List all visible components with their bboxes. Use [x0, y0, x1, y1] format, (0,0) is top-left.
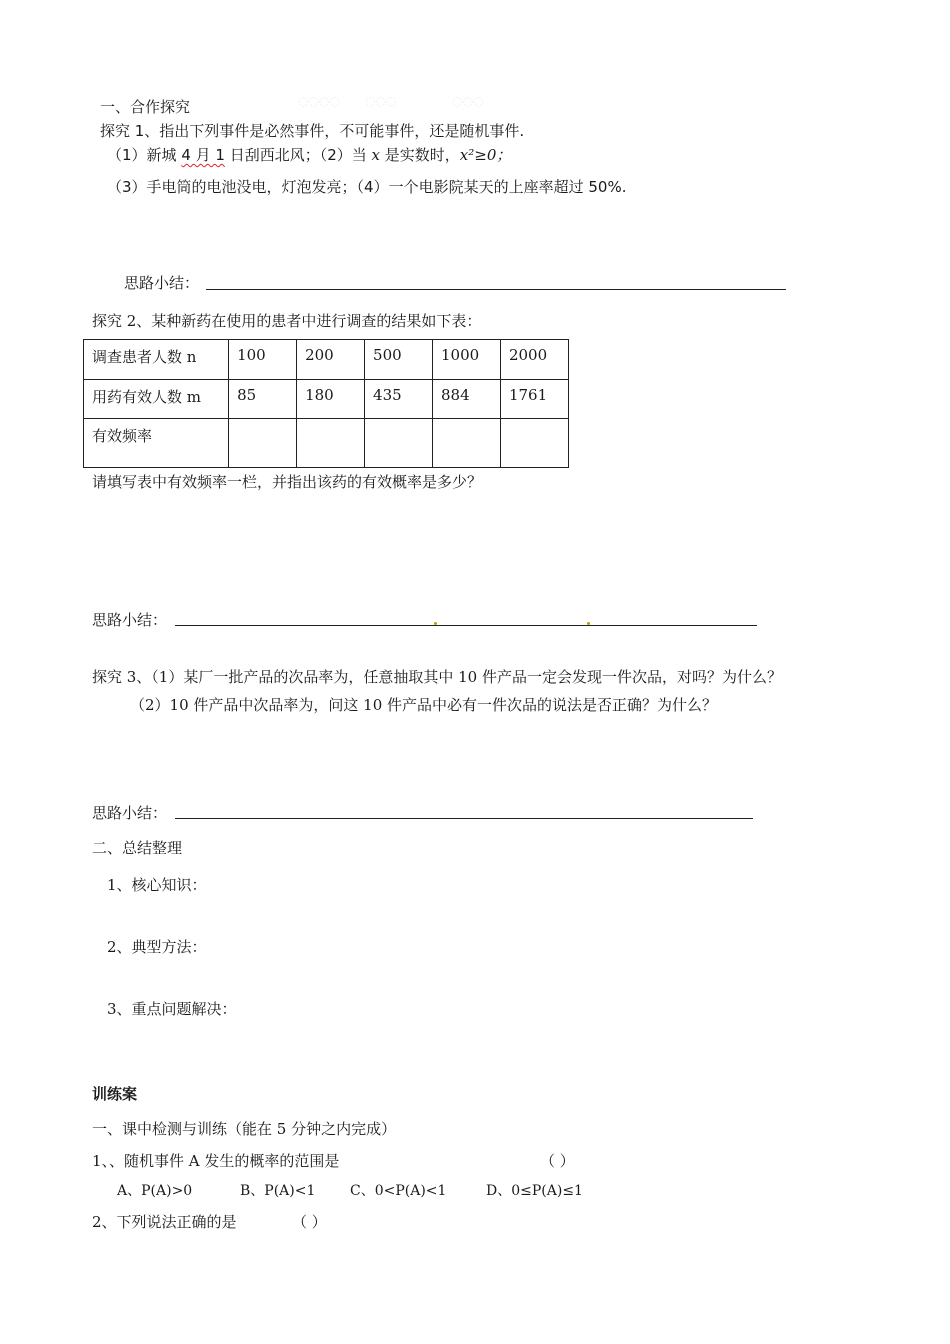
inquiry1-date: 4 月 1: [181, 146, 225, 164]
summary-item-problem: 3、重点问题解决：: [107, 1000, 237, 1018]
inquiry1-line2: （3）手电筒的电池没电，灯泡发亮；（4）一个电影院某天的上座率超过 50%.: [107, 178, 627, 196]
frequency-input-cell[interactable]: [433, 419, 501, 468]
frequency-input-cell[interactable]: [500, 419, 568, 468]
question-1-answer-paren[interactable]: （ ）: [540, 1152, 575, 1170]
row-header-frequency: 有效频率: [84, 419, 229, 468]
table-row: [84, 380, 569, 419]
variable-x: x: [371, 146, 380, 164]
summary3-answer-line[interactable]: [175, 818, 753, 819]
watermark-mark: ◌◌◌◌: [298, 94, 340, 108]
decorative-dot: [587, 622, 590, 625]
watermark-mark: ◌◌◌: [365, 94, 397, 108]
inquiry1-line1-c: 是实数时，: [380, 146, 460, 164]
question-1-stem: 1、、随机事件 A 发生的概率的范围是: [92, 1152, 340, 1170]
option-d[interactable]: D、0≤P(A)≤1: [486, 1183, 583, 1199]
inquiry1-line1-a: （1）新城: [107, 146, 182, 164]
inquiry1-title: 探究 1、指出下列事件是必然事件，不可能事件，还是随机事件.: [100, 122, 525, 140]
summary1-answer-line[interactable]: [206, 289, 786, 290]
frequency-input-cell[interactable]: [229, 419, 297, 468]
frequency-input-cell[interactable]: [297, 419, 365, 468]
option-c[interactable]: C、0<P(A)<1: [350, 1183, 447, 1199]
option-a[interactable]: A、P(A)>0: [117, 1183, 193, 1199]
table-row: [84, 340, 569, 380]
survey-table: [83, 339, 569, 468]
training-title: 训练案: [92, 1085, 138, 1103]
inequality-expr: x²≥0；: [459, 146, 512, 164]
inquiry2-title: 探究 2、某种新药在使用的患者中进行调查的结果如下表：: [92, 312, 482, 330]
table-cell: 85: [229, 380, 297, 419]
summary3-label: 思路小结：: [92, 804, 168, 822]
table-cell: 200: [297, 340, 365, 380]
section2-heading: 二、总结整理: [92, 839, 183, 857]
table-cell: 500: [365, 340, 433, 380]
option-b[interactable]: B、P(A)<1: [240, 1183, 316, 1199]
inquiry2-question: 请填写表中有效频率一栏，并指出该药的有效概率是多少？: [92, 473, 483, 491]
table-cell: 1761: [500, 380, 568, 419]
section-heading: 一、合作探究: [100, 98, 191, 116]
inquiry1-line1-b: 日刮西北风；（2）当: [224, 146, 372, 164]
table-cell: 180: [297, 380, 365, 419]
table-cell: 2000: [500, 340, 568, 380]
training-subheading: 一、课中检测与训练（能在 5 分钟之内完成）: [92, 1120, 397, 1138]
table-row: [84, 419, 569, 468]
question-2-stem: 2、下列说法正确的是: [92, 1213, 237, 1231]
table-cell: 1000: [433, 340, 501, 380]
summary2-label: 思路小结：: [92, 611, 168, 629]
summary-item-core: 1、核心知识：: [107, 876, 207, 894]
inquiry3-line1: 探究 3、（1）某厂一批产品的次品率为，任意抽取其中 10 件产品一定会发现一件次品，对吗？为什么？: [92, 668, 782, 686]
row-header-m: 用药有效人数 m: [84, 380, 229, 419]
question-2-answer-paren[interactable]: （ ）: [292, 1213, 327, 1231]
watermark-mark: ◌◌◌: [452, 94, 484, 108]
row-header-n: 调查患者人数 n: [84, 340, 229, 380]
summary2-answer-line[interactable]: [175, 625, 757, 626]
summary-item-method: 2、典型方法：: [107, 938, 207, 956]
table-cell: 884: [433, 380, 501, 419]
decorative-dot: [434, 622, 437, 625]
frequency-input-cell[interactable]: [365, 419, 433, 468]
inquiry3-line2: （2）10 件产品中次品率为，问这 10 件产品中必有一件次品的说法是否正确？为什么？: [130, 696, 718, 714]
inquiry1-line1: [107, 144, 511, 165]
table-cell: 435: [365, 380, 433, 419]
summary1-label: 思路小结：: [124, 274, 200, 292]
table-cell: 100: [229, 340, 297, 380]
